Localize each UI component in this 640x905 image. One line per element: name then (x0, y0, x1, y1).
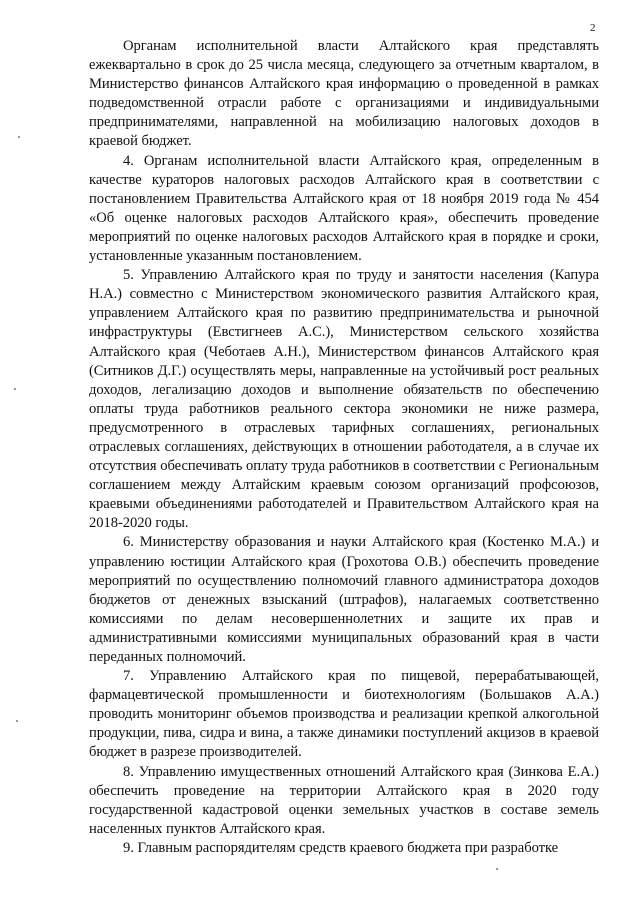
paragraph-item-9: 9. Главным распорядителям средств краевого бюджета при разработке (123, 839, 559, 856)
paragraph-item-6: 6. Министерству образования и науки Алтайского края (Костенко М.А.) и управлению юстиции Алтайского края (Грохотова О.В.) обеспечить проведение мероприятий по осуществлению полномочий главного администратора доходов бюджетов от денежных взысканий (штрафов), налагаемых соответственно комиссиями по делам несовершеннолетних и защите их прав и административными комиссиями муниципальных образований края в части переданных полномочий. (89, 534, 599, 665)
paragraph-reporting: Органам исполнительной власти Алтайского края представлять ежеквартально в срок до 25 числа месяца, следующего за отчетным кварталом, в Министерство финансов Алтайского края информацию о проведенной в рамках подведомственной отрасли работе с организациями и индивидуальными предпринимателями, направленной на мобилизацию налоговых доходов в краевой бюджет. (89, 38, 599, 150)
paragraph-item-7: 7. Управлению Алтайского края по пищевой, перерабатывающей, фармацевтической промышленности и биотехнологиям (Большаков А.А.) проводить мониторинг объемов производства и реализации крепкой алкогольной продукции, пива, сидра и вина, а также динамики поступлений акцизов в краевой бюджет в разрезе производителей. (89, 668, 599, 761)
scan-speck (14, 388, 16, 390)
scan-speck (16, 720, 18, 722)
document-body (89, 37, 599, 858)
page-number: 2 (590, 22, 596, 34)
paragraph-item-5: 5. Управлению Алтайского края по труду и занятости населения (Капура Н.А.) совместно с Министерством экономического развития Алтайского края, управлением Алтайского края по развитию предпринимательства и рыночной инфраструктуры (Евстигнеев А.С.), Министерством сельского хозяйства Алтайского края (Чеботаев А.Н.), Министерством финансов Алтайского края (Ситников Д.Г.) осуществлять меры, направленные на устойчивый рост реальных доходов, легализацию доходов и выполнение обязательств по обеспечению оплаты труда работников реального сектора экономики не ниже размера, предусмотренного в отраслевых тарифных соглашениях, региональных отраслевых соглашениях, действующих в отношении работодателя, а в случае их отсутствия обеспечивать оплату труда работников в соответствии с Региональным соглашением между Алтайским краевым союзом организаций профсоюзов, краевыми объединениями работодателей и Правительством Алтайского края на 2018-2020 годы. (89, 267, 599, 532)
scan-speck (18, 136, 20, 138)
paragraph-item-8: 8. Управлению имущественных отношений Алтайского края (Зинкова Е.А.) обеспечить проведение на территории Алтайского края в 2020 году государственной кадастровой оценки земельных участков в составе земель населенных пунктов Алтайского края. (89, 763, 599, 837)
scan-speck (496, 868, 498, 870)
paragraph-item-4: 4. Органам исполнительной власти Алтайского края, определенным в качестве кураторов налоговых расходов Алтайского края в соответствии с постановлением Правительства Алтайского края от 18 ноября 2019 года № 454 «Об оценке налоговых расходов Алтайского края», обеспечить проведение мероприятий по оценке налоговых расходов Алтайского края в порядке и сроки, установленные указанным постановлением. (89, 152, 599, 265)
